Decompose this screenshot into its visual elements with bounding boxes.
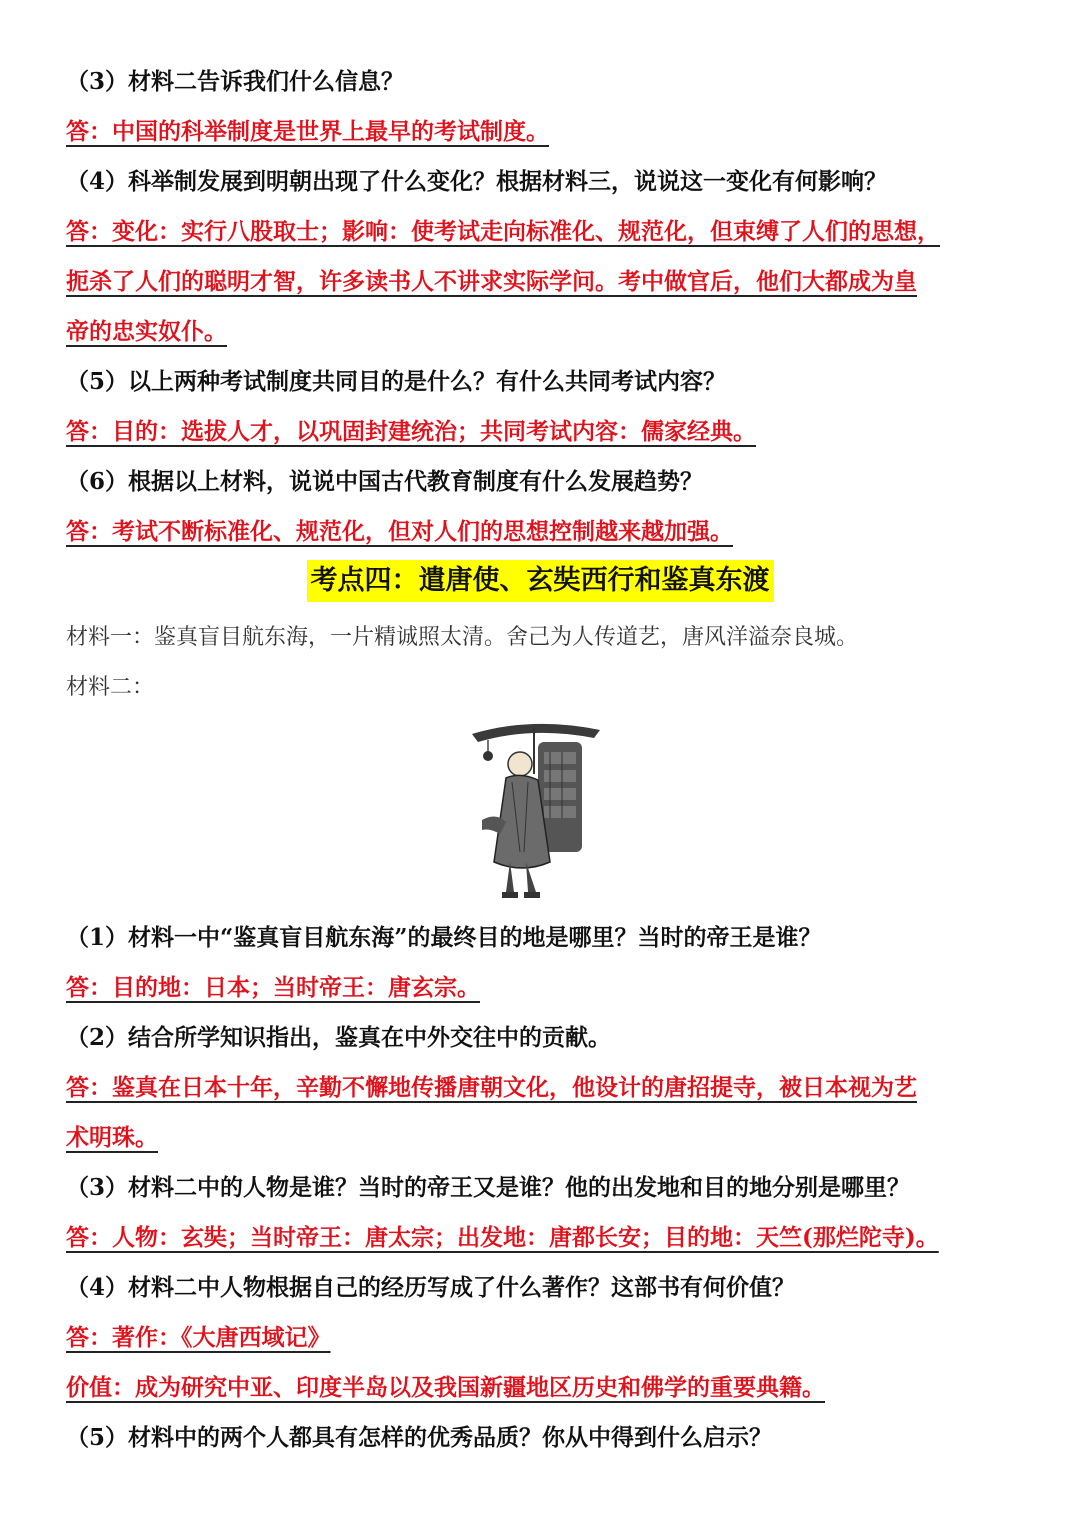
question-4: （4）科举制发展到明朝出现了什么变化？根据材料三，说说这一变化有何影响？ <box>66 168 888 195</box>
section-heading <box>0 560 1080 602</box>
answer-6: 答：考试不断标准化、规范化，但对人们的思想控制越来越加强。 <box>66 518 733 545</box>
answer-4-line-1: 答：变化：实行八股取士；影响：使考试走向标准化、规范化，但束缚了人们的思想， <box>66 218 940 245</box>
question-s4-3: （3）材料二中的人物是谁？当时的帝王又是谁？他的出发地和目的地分别是哪里？ <box>66 1174 911 1201</box>
answer-s4-4-work: 答：著作：《大唐西域记》 <box>66 1324 331 1351</box>
question-6: （6）根据以上材料，说说中国古代教育制度有什么发展趋势？ <box>66 468 704 495</box>
answer-4-line-3: 帝的忠实奴仆。 <box>66 318 227 345</box>
question-5: （5）以上两种考试制度共同目的是什么？有什么共同考试内容？ <box>66 368 727 395</box>
material-2-label: 材料二： <box>66 675 155 700</box>
xuanzang-figure-illustration <box>462 712 612 912</box>
answer-3: 答：中国的科举制度是世界上最早的考试制度。 <box>66 118 549 145</box>
answer-s4-3: 答：人物：玄奘；当时帝王：唐太宗；出发地：唐都长安；目的地：天竺(那烂陀寺)。 <box>66 1224 939 1251</box>
question-s4-1: （1）材料一中“鉴真盲目航东海”的最终目的地是哪里？当时的帝王是谁？ <box>66 924 822 951</box>
answer-4-line-2: 扼杀了人们的聪明才智，许多读书人不讲求实际学问。考中做官后，他们大都成为皇 <box>66 268 917 295</box>
question-s4-2: （2）结合所学知识指出，鉴真在中外交往中的贡献。 <box>66 1024 612 1051</box>
answer-s4-4-value: 价值：成为研究中亚、印度半岛以及我国新疆地区历史和佛学的重要典籍。 <box>66 1374 825 1401</box>
answer-s4-2-line-2: 术明珠。 <box>66 1124 158 1151</box>
question-3: （3）材料二告诉我们什么信息？ <box>66 68 405 95</box>
question-s4-4: （4）材料二中人物根据自己的经历写成了什么著作？这部书有何价值？ <box>66 1274 796 1301</box>
material-1: 材料一：鉴真盲目航东海，一片精诚照太清。舍己为人传道艺，唐风洋溢奈良城。 <box>66 625 859 650</box>
question-s4-5: （5）材料中的两个人都具有怎样的优秀品质？你从中得到什么启示？ <box>66 1424 773 1451</box>
answer-s4-1: 答：目的地：日本；当时帝王：唐玄宗。 <box>66 974 480 1001</box>
answer-s4-2-line-1: 答：鉴真在日本十年，辛勤不懈地传播唐朝文化，他设计的唐招提寺，被日本视为艺 <box>66 1074 917 1101</box>
answer-5: 答：目的：选拔人才，以巩固封建统治；共同考试内容：儒家经典。 <box>66 418 756 445</box>
section-title: 考点四：遣唐使、玄奘西行和鉴真东渡 <box>307 560 774 602</box>
